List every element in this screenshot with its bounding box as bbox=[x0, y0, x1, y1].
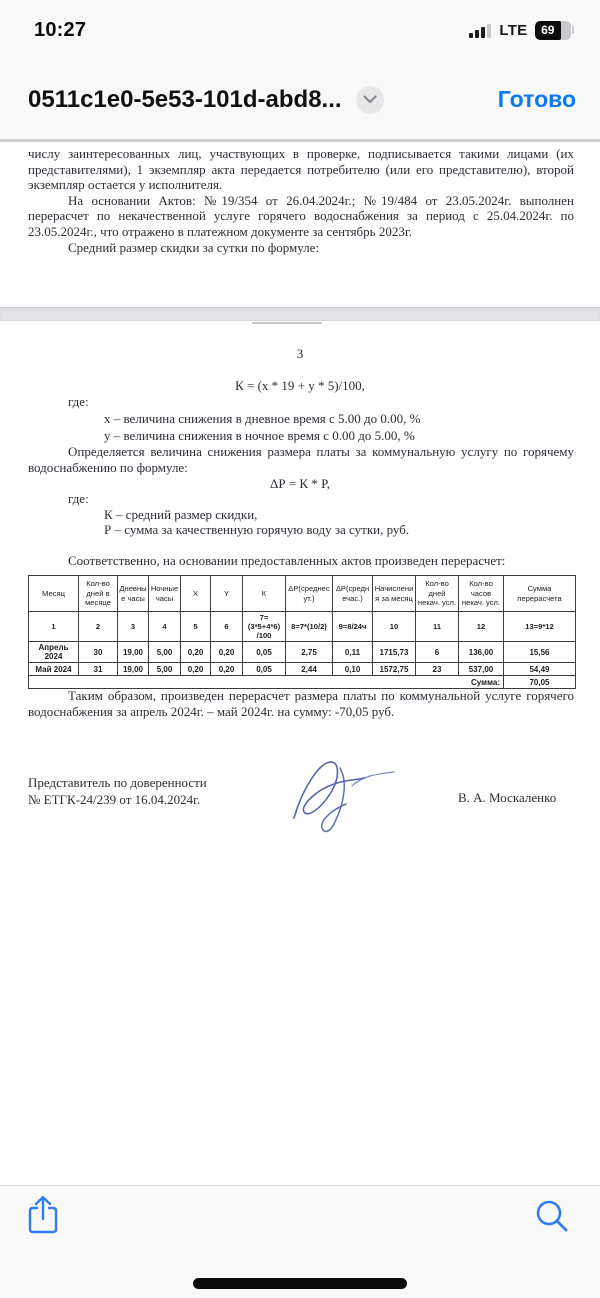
table-cell: 4 bbox=[149, 612, 181, 642]
paragraph: Средний размер скидки за сутки по формуле: bbox=[68, 239, 320, 255]
table-cell: 2 bbox=[79, 612, 118, 642]
done-button[interactable]: Готово bbox=[497, 86, 576, 112]
share-button[interactable] bbox=[26, 1194, 60, 1239]
network-type-label: LTE bbox=[499, 21, 528, 39]
table-cell: 0,11 bbox=[333, 642, 373, 663]
document-title: 0511c1e0-5e53-101d-abd8... bbox=[28, 85, 342, 113]
table-cell: 2,75 bbox=[286, 642, 333, 663]
table-row bbox=[29, 663, 576, 676]
table-row bbox=[29, 576, 576, 612]
definition-y: у – величина снижения в ночное время с 0.00 до 5.00, % bbox=[104, 428, 415, 443]
paragraph: Определяется величина снижения размера платы за коммунальную услугу по горячему водоснабжению по формуле: bbox=[28, 444, 574, 475]
table-cell: 8=7*(10/2) bbox=[286, 612, 333, 642]
table-cell: Кол-во дней в месяце bbox=[79, 576, 118, 612]
page-separator bbox=[0, 307, 600, 321]
scan-artifact-top bbox=[0, 140, 600, 143]
total-label: Сумма: bbox=[29, 676, 504, 689]
definition-p: Р – сумма за качественную горячую воду за сутки, руб. bbox=[104, 522, 410, 537]
table-cell: X bbox=[181, 576, 211, 612]
table-cell: 3 bbox=[118, 612, 149, 642]
table-cell: Кол-во часов некач. усл. bbox=[459, 576, 504, 612]
table-cell: 15,56 bbox=[504, 642, 576, 663]
table-cell: 0,05 bbox=[243, 642, 286, 663]
definition-k: К – средний размер скидки, bbox=[104, 507, 258, 522]
paragraph: Соответственно, на основании предоставленных актов произведен перерасчет: bbox=[68, 553, 506, 568]
table-cell: 11 bbox=[416, 612, 459, 642]
signatory-name: В. А. Москаленко bbox=[458, 790, 557, 805]
formula-k: К = (x * 19 + y * 5)/100, bbox=[235, 378, 365, 393]
recalculation-table-wrap bbox=[28, 575, 575, 689]
table-cell: 1 bbox=[29, 612, 79, 642]
table-cell: 6 bbox=[211, 612, 243, 642]
table-cell: 12 bbox=[459, 612, 504, 642]
search-button[interactable] bbox=[534, 1198, 570, 1237]
table-cell: 30 bbox=[79, 642, 118, 663]
battery-icon bbox=[535, 21, 575, 40]
bottom-toolbar bbox=[0, 1185, 600, 1298]
table-cell: 7=(3*5+4*6) /100 bbox=[243, 612, 286, 642]
page-number: 3 bbox=[296, 346, 304, 361]
table-cell: 5 bbox=[181, 612, 211, 642]
where-label: где: bbox=[68, 491, 89, 506]
table-cell: 31 bbox=[79, 663, 118, 676]
table-cell: 0,20 bbox=[181, 642, 211, 663]
table-cell: 537,00 bbox=[459, 663, 504, 676]
table-cell: 0,10 bbox=[333, 663, 373, 676]
table-row bbox=[29, 612, 576, 642]
table-cell: Месяц bbox=[29, 576, 79, 612]
table-cell: 5,00 bbox=[149, 642, 181, 663]
paragraph: числу заинтересованных лиц, участвующих в проверке, подписывается такими лицами (их представителями), 1 экземпляр акта передается потребителю (или его представителю), второй экземпляр остается у исполнителя. bbox=[28, 146, 574, 193]
scan-artifact bbox=[252, 322, 322, 324]
table-cell: 1572,75 bbox=[373, 663, 416, 676]
table-cell: ΔР(среднечас.) bbox=[333, 576, 373, 612]
table-row bbox=[29, 642, 576, 663]
where-label: где: bbox=[68, 394, 89, 409]
table-cell: Сумма перерасчета bbox=[504, 576, 576, 612]
table-cell: ΔР(среднесут.) bbox=[286, 576, 333, 612]
table-cell: 0,20 bbox=[181, 663, 211, 676]
clock: 10:27 bbox=[34, 18, 87, 41]
table-cell: 0,20 bbox=[211, 642, 243, 663]
paragraph: Таким образом, произведен перерасчет размера платы по коммунальной услуге горячего водоснабжения за апрель 2024г. – май 2024г. на сумму: -70,05 руб. bbox=[28, 688, 574, 719]
table-cell: 136,00 bbox=[459, 642, 504, 663]
title-menu-button[interactable] bbox=[356, 86, 384, 114]
table-cell: Начисления за месяц bbox=[373, 576, 416, 612]
chevron-down-icon bbox=[363, 95, 377, 104]
home-indicator[interactable] bbox=[193, 1278, 407, 1289]
table-cell: Y bbox=[211, 576, 243, 612]
table-cell: Дневные часы bbox=[118, 576, 149, 612]
signature-block bbox=[28, 774, 207, 808]
search-icon bbox=[534, 1198, 570, 1234]
table-cell: 0,05 bbox=[243, 663, 286, 676]
table-cell: 2,44 bbox=[286, 663, 333, 676]
document-viewer[interactable] bbox=[0, 140, 600, 1185]
handwritten-signature bbox=[288, 752, 398, 838]
table-cell: Ночные часы bbox=[149, 576, 181, 612]
status-indicators bbox=[469, 21, 574, 40]
definition-x: x – величина снижения в дневное время с 5.00 до 0.00, % bbox=[104, 411, 421, 426]
formula-dp: ΔР = К * Р, bbox=[270, 476, 330, 491]
table-cell: 6 bbox=[416, 642, 459, 663]
table-cell: Апрель 2024 bbox=[29, 642, 79, 663]
table-cell: 13=9*12 bbox=[504, 612, 576, 642]
nav-bar bbox=[0, 60, 600, 140]
recalc-table bbox=[28, 575, 576, 689]
signature-role: Представитель по доверенности bbox=[28, 775, 207, 790]
table-cell: 0,20 bbox=[211, 663, 243, 676]
cellular-signal-icon bbox=[469, 23, 492, 38]
table-total-row bbox=[29, 676, 576, 689]
table-cell: Май 2024 bbox=[29, 663, 79, 676]
table-cell: Кол-во дней некач. усл. bbox=[416, 576, 459, 612]
table-cell: 1715,73 bbox=[373, 642, 416, 663]
table-cell: 19,00 bbox=[118, 663, 149, 676]
page-fragment-text bbox=[28, 146, 574, 255]
total-value: 70,05 bbox=[504, 676, 576, 689]
paragraph: На основании Актов: №19/354 от 26.04.2024г.; №19/484 от 23.05.2024г. выполнен перерасчет по некачественной услуге горячего водоснабжения за период с 25.04.2024г. по 23.05.2024г., что отражено в платежном документе за сентябрь 2023г. bbox=[28, 192, 574, 239]
table-cell: 10 bbox=[373, 612, 416, 642]
battery-percent: 69 bbox=[541, 23, 555, 37]
signature-doc-ref: № ЕТГК-24/239 от 16.04.2024г. bbox=[28, 792, 201, 807]
table-cell: 23 bbox=[416, 663, 459, 676]
table-cell: 5,00 bbox=[149, 663, 181, 676]
table-cell: К bbox=[243, 576, 286, 612]
table-cell: 9=8/24ч bbox=[333, 612, 373, 642]
status-bar bbox=[0, 0, 600, 60]
share-icon bbox=[26, 1194, 60, 1236]
table-cell: 54,49 bbox=[504, 663, 576, 676]
table-cell: 19,00 bbox=[118, 642, 149, 663]
